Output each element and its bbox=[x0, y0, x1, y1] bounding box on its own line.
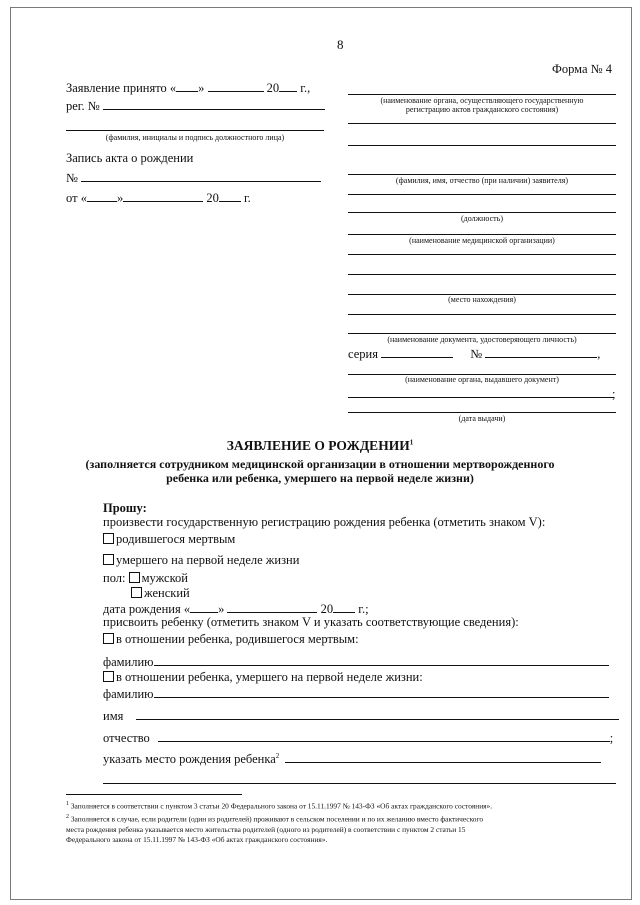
accepted-month-field[interactable] bbox=[208, 80, 264, 92]
birth-day-field[interactable] bbox=[190, 601, 218, 613]
patronymic-line: отчество ; bbox=[103, 731, 614, 745]
sex-female-row: женский bbox=[131, 586, 190, 601]
position-caption: (должность) bbox=[461, 214, 503, 223]
title-footnote-mark: 1 bbox=[409, 438, 414, 447]
surname-died-field[interactable] bbox=[154, 686, 609, 698]
act-year-field[interactable] bbox=[219, 190, 241, 202]
series-field[interactable] bbox=[381, 346, 453, 358]
applicant-caption: (фамилия, имя, отчество (при наличии) заявителя) bbox=[395, 176, 569, 185]
birth-place-field[interactable] bbox=[285, 751, 601, 763]
accepted-day-field[interactable] bbox=[176, 80, 198, 92]
accepted-line: Заявление принято « » 20 г., bbox=[66, 81, 311, 95]
male-checkbox[interactable] bbox=[129, 572, 140, 583]
act-month-field[interactable] bbox=[123, 190, 203, 202]
birth-date-line: дата рождения « » 20 г.; bbox=[103, 602, 369, 616]
option-regarding-stillborn: в отношении ребенка, родившегося мертвым: bbox=[103, 632, 359, 647]
issue-date-caption: (дата выдачи) bbox=[458, 414, 506, 423]
issue-date-field[interactable] bbox=[348, 412, 616, 413]
authority-caption: (наименование органа, осуществляющего государственную регистрацию актов гражданского состояния) bbox=[380, 96, 584, 114]
location-caption: (место нахождения) bbox=[448, 295, 516, 304]
accepted-year-field[interactable] bbox=[279, 80, 297, 92]
footnote-1: $^1$ Заполняется в соответствии с пунктом 3 статьи 20 Федерального закона от 15.11.1997 № 143-ФЗ «Об актах гражданского состояния». bbox=[66, 801, 493, 811]
act-record-label: Запись акта о рождении bbox=[66, 151, 194, 165]
id-doc-field-1[interactable] bbox=[348, 314, 616, 315]
document-subtitle: (заполняется сотрудником медицинской организации в отношении мертворожденного ребенка или ребенка, умершего на первой неделе жизни) bbox=[85, 457, 555, 485]
act-day-field[interactable] bbox=[87, 190, 117, 202]
footnote-2: $^2$ Заполняется в случае, если родители (один из родителей) проживают в сельском поселении и по их желанию вместо фактического места рождения ребенка указывается место жительства родителей (одного из родителей) в соответствии с пунктом 2 статьи 15 Федерального закона от 15.11.1997 № 143-ФЗ «Об актах гражданского состояния». bbox=[66, 814, 484, 845]
reg-number-field[interactable] bbox=[103, 98, 325, 110]
sex-label: пол: bbox=[103, 571, 126, 585]
name-label: имя bbox=[103, 709, 124, 723]
doc-number-field[interactable] bbox=[485, 346, 597, 358]
birth-place-field-2[interactable] bbox=[103, 783, 616, 784]
register-line: произвести государственную регистрацию рождения ребенка (отметить знаком V): bbox=[103, 515, 546, 529]
position-field[interactable] bbox=[348, 212, 616, 213]
sex-male-row: пол: мужской bbox=[103, 571, 188, 585]
series-label: серия bbox=[348, 347, 378, 361]
regarding-stillborn-checkbox[interactable] bbox=[103, 633, 114, 644]
name-line bbox=[103, 708, 619, 724]
document-title: ЗАЯВЛЕНИЕ О РОЖДЕНИИ$^1$ bbox=[226, 438, 414, 453]
surname-label-2: фамилию bbox=[103, 687, 154, 701]
med-org-field-2[interactable] bbox=[348, 254, 616, 255]
authority-field[interactable] bbox=[348, 94, 616, 95]
reg-line bbox=[66, 98, 325, 114]
authority-field-2[interactable] bbox=[348, 123, 616, 124]
series-number-line: серия № , bbox=[348, 347, 601, 361]
female-checkbox[interactable] bbox=[131, 587, 142, 598]
option-stillborn: родившегося мертвым bbox=[103, 532, 235, 547]
surname-died-line bbox=[103, 686, 609, 702]
form-label: Форма № 4 bbox=[552, 62, 612, 76]
name-field[interactable] bbox=[136, 708, 619, 720]
request-label: Прошу: bbox=[103, 501, 147, 515]
official-caption: (фамилия, инициалы и подпись должностного лица) bbox=[105, 133, 285, 142]
patronymic-label: отчество bbox=[103, 731, 150, 745]
act-number-line: № bbox=[66, 170, 321, 186]
applicant-field-1[interactable] bbox=[348, 145, 616, 146]
assign-line: присвоить ребенку (отметить знаком V и указать соответствующие сведения): bbox=[103, 615, 519, 629]
surname-label: фамилию bbox=[103, 655, 154, 669]
reg-label: рег. № bbox=[66, 99, 100, 113]
location-field-1[interactable] bbox=[348, 274, 616, 275]
option-died-first-week: умершего на первой неделе жизни bbox=[103, 553, 299, 568]
option-regarding-died: в отношении ребенка, умершего на первой неделе жизни: bbox=[103, 670, 423, 685]
med-org-field[interactable] bbox=[348, 234, 616, 235]
issuer-caption: (наименование органа, выдавшего документ) bbox=[405, 375, 559, 384]
applicant-field-2[interactable] bbox=[348, 174, 616, 175]
accepted-label: Заявление принято bbox=[66, 81, 167, 95]
footnote-separator bbox=[66, 794, 242, 795]
official-signature-field[interactable] bbox=[66, 130, 324, 131]
birth-year-field[interactable] bbox=[333, 601, 355, 613]
surname-stillborn-field[interactable] bbox=[154, 654, 609, 666]
page-number: 8 bbox=[337, 37, 344, 52]
died-first-week-checkbox[interactable] bbox=[103, 554, 114, 565]
birth-month-field[interactable] bbox=[227, 601, 317, 613]
regarding-died-checkbox[interactable] bbox=[103, 671, 114, 682]
birth-place-line: указать место рождения ребенка$^2$ bbox=[103, 751, 601, 767]
act-date-line: от « » 20 г. bbox=[66, 191, 251, 205]
birth-place-label: указать место рождения ребенка bbox=[103, 752, 276, 766]
surname-stillborn-line bbox=[103, 654, 609, 670]
patronymic-field[interactable] bbox=[158, 730, 610, 742]
issuer-field-2[interactable] bbox=[348, 397, 614, 398]
act-number-field[interactable] bbox=[81, 170, 321, 182]
birth-date-label: дата рождения bbox=[103, 602, 181, 616]
stillborn-checkbox[interactable] bbox=[103, 533, 114, 544]
id-doc-caption: (наименование документа, удостоверяющего личность) bbox=[387, 335, 577, 344]
applicant-field-3[interactable] bbox=[348, 194, 616, 195]
id-doc-field-2[interactable] bbox=[348, 333, 616, 334]
med-org-caption: (наименование медицинской организации) bbox=[409, 236, 555, 245]
